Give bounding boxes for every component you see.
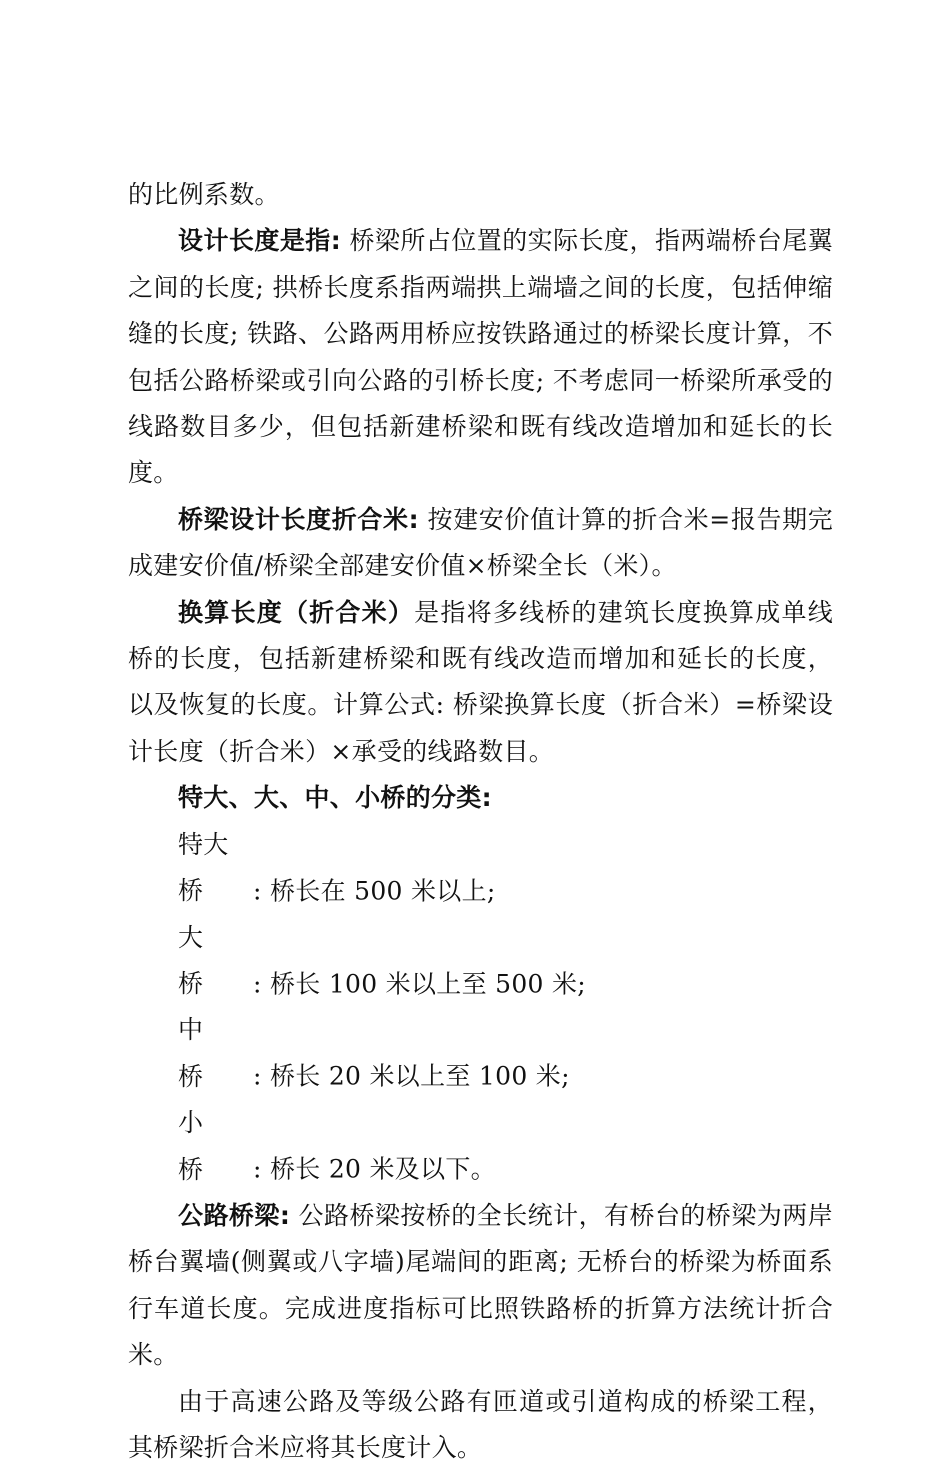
term-design-length-converted: 桥梁设计长度折合米: xyxy=(178,504,419,534)
paragraph-text: 是指将多线桥的建筑长度换算成单线桥的长度，包括新建桥梁和既有线改造而增加和延长的长度，以及恢复的长度。计算公式: 桥梁换算长度（折合米）=桥梁设计长度（折合米）×承受的线路数目。 xyxy=(128,597,833,766)
list-item-label: 特大桥 xyxy=(178,829,229,906)
document-page xyxy=(128,172,833,1471)
paragraph-ramp-bridge xyxy=(128,1379,833,1471)
list-item-label: 中 桥 xyxy=(178,1015,229,1091)
list-item-text: : 桥长 100 米以上至 500 米; xyxy=(253,968,587,998)
paragraph-text: 由于高速公路及等级公路有匝道或引道构成的桥梁工程，其桥梁折合米应将其长度计入。 xyxy=(128,1386,833,1462)
list-item-extra-large-bridge xyxy=(128,822,833,915)
paragraph-text: 的比例系数。 xyxy=(128,180,280,209)
term-converted-length: 换算长度（折合米） xyxy=(178,597,415,627)
term-highway-bridge: 公路桥梁: xyxy=(178,1200,291,1230)
paragraph-highway-bridge xyxy=(128,1193,833,1379)
paragraph-text: 公路桥梁按桥的全长统计，有桥台的桥梁为两岸桥台翼墙(侧翼或八字墙)尾端间的距离; 无桥台的桥梁为桥面系行车道长度。完成进度指标可比照铁路桥的折算方法统计折合米。 xyxy=(128,1200,833,1370)
paragraph-text: 按建安价值计算的折合米=报告期完成建安价值/桥梁全部建安价值×桥梁全长（米）。 xyxy=(128,504,834,581)
paragraph-design-length-converted xyxy=(128,497,833,590)
paragraph-converted-length xyxy=(128,590,833,776)
list-item-text: : 桥长 20 米以上至 100 米; xyxy=(253,1061,570,1091)
list-item-label: 小 桥 xyxy=(178,1108,229,1184)
paragraph-text: 桥梁所占位置的实际长度，指两端桥台尾翼之间的长度; 拱桥长度系指两端拱上端墙之间的长度，包括伸缩缝的长度; 铁路、公路两用桥应按铁路通过的桥梁长度计算，不包括公路桥梁或引向公路的引桥长度; 不考虑同一桥梁所承受的线路数目多少，但包括新建桥梁和既有线改造增加和延长的长度。 xyxy=(128,226,833,488)
list-item-medium-bridge xyxy=(128,1007,833,1100)
list-item-text: : 桥长在 500 米以上; xyxy=(253,876,496,906)
paragraph-design-length xyxy=(128,218,833,496)
list-item-small-bridge xyxy=(128,1100,833,1193)
list-item-text: : 桥长 20 米及以下。 xyxy=(253,1154,496,1184)
paragraph-bridge-classification-heading xyxy=(128,775,833,821)
paragraph-intro-tail xyxy=(128,172,833,218)
term-design-length: 设计长度是指: xyxy=(178,226,342,256)
list-item-label: 大 桥 xyxy=(178,922,229,998)
list-item-large-bridge xyxy=(128,915,833,1008)
term-bridge-classification: 特大、大、中、小桥的分类: xyxy=(178,783,492,813)
